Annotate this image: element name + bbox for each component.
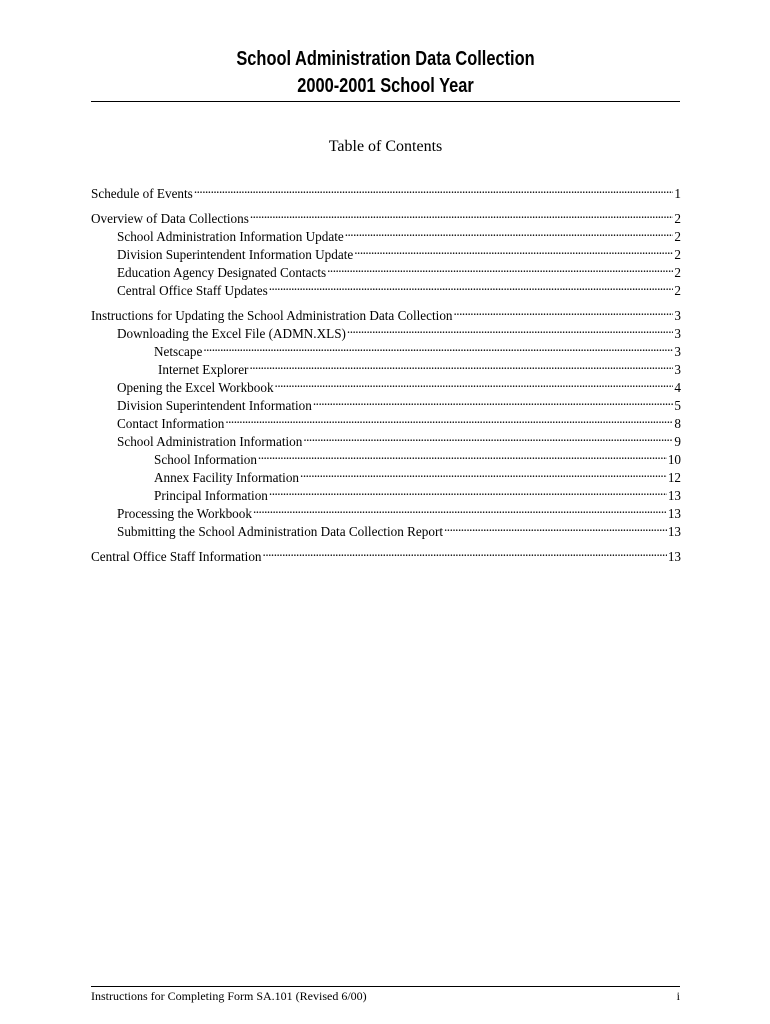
toc-page-number: 2 [674,229,681,244]
toc-entry-overview-of-data-collections[interactable] [91,205,681,226]
toc-leader-dots [345,223,674,241]
toc-entry-label: School Administration Information [117,434,303,449]
toc-entry-opening-the-excel-workbook[interactable] [117,374,681,395]
toc-entry-label: Instructions for Updating the School Administration Data Collection [91,308,453,323]
toc-leader-dots [269,482,667,500]
toc-page-number: 1 [674,186,681,201]
toc-leader-dots [313,392,674,410]
document-title: School Administration Data Collection [236,48,535,70]
toc-entry-netscape[interactable] [154,338,681,359]
toc-entry-label: Downloading the Excel File (ADMN.XLS) [117,326,346,341]
toc-leader-dots [454,302,674,320]
toc-leader-dots [225,410,673,428]
toc-page-number: 12 [667,470,681,485]
toc-page-number: 13 [667,488,681,503]
toc-entry-label: Netscape [154,344,203,359]
toc-entry-label: Education Agency Designated Contacts [117,265,327,280]
toc-leader-dots [354,241,673,259]
toc-page-number: 3 [674,326,681,341]
toc-leader-dots [347,320,673,338]
toc-entry-central-office-staff-updates[interactable] [117,277,681,298]
toc-entry-principal-information[interactable] [154,482,681,503]
toc-entry-instructions-for-updating[interactable] [91,302,681,323]
toc-entry-label: Principal Information [154,488,268,503]
toc-page-number: 10 [667,452,681,467]
toc-entry-label: School Administration Information Update [117,229,344,244]
toc-entry-label: Contact Information [117,416,225,431]
toc-entry-label: Processing the Workbook [117,506,252,521]
toc-leader-dots [253,500,667,518]
toc-page-number: 13 [667,524,681,539]
toc-leader-dots [444,518,667,536]
toc-page-number: 13 [667,549,681,564]
toc-entry-label: School Information [154,452,257,467]
toc-page-number: 2 [674,211,681,226]
document-subtitle: 2000-2001 School Year [297,75,474,97]
toc-entry-annex-facility-information[interactable] [154,464,681,485]
toc-entry-label: Overview of Data Collections [91,211,249,226]
toc-leader-dots [203,338,673,356]
toc-leader-dots [250,205,674,223]
toc-page-number: 3 [674,308,681,323]
toc-entry-school-administration-information-update[interactable] [117,223,681,244]
toc-entry-label: Opening the Excel Workbook [117,380,274,395]
toc-entry-school-administration-information[interactable] [117,428,681,449]
toc-entry-school-information[interactable] [154,446,681,467]
toc-page-number: 2 [674,265,681,280]
toc-entry-label: Schedule of Events [91,186,193,201]
toc-page-number: 9 [674,434,681,449]
toc-leader-dots [300,464,667,482]
toc-leader-dots [249,356,673,374]
toc-entry-label: Central Office Staff Information [91,549,262,564]
footer-form-reference: Instructions for Completing Form SA.101 (Revised 6/00) [91,989,367,1003]
title-divider [91,101,680,102]
toc-page-number: 3 [674,344,681,359]
toc-entry-division-superintendent-information-update[interactable] [117,241,681,262]
toc-entry-central-office-staff-information[interactable] [91,543,681,564]
toc-entry-downloading-the-excel-file[interactable] [117,320,681,341]
toc-leader-dots [269,277,674,295]
toc-entry-division-superintendent-information[interactable] [117,392,681,413]
toc-entry-education-agency-designated-contacts[interactable] [117,259,681,280]
toc-entry-label: Division Superintendent Information [117,398,312,413]
toc-page-number: 2 [674,283,681,298]
toc-page-number: 8 [674,416,681,431]
toc-page-number: 2 [674,247,681,262]
toc-leader-dots [303,428,673,446]
toc-entry-label: Internet Explorer [158,362,249,377]
toc-entry-processing-the-workbook[interactable] [117,500,681,521]
toc-entry-internet-explorer[interactable] [154,356,681,377]
footer-page-number: i [676,989,680,1003]
toc-page-number: 4 [674,380,681,395]
toc-entry-label: Central Office Staff Updates [117,283,268,298]
toc-entry-schedule-of-events[interactable] [91,180,681,201]
toc-leader-dots [194,180,674,198]
toc-entry-label: Division Superintendent Information Update [117,247,354,262]
toc-entry-contact-information[interactable] [117,410,681,431]
toc-entry-label: Submitting the School Administration Data Collection Report [117,524,443,539]
toc-entry-label: Annex Facility Information [154,470,300,485]
toc-entry-submitting-the-report[interactable] [117,518,681,539]
toc-leader-dots [263,543,667,561]
toc-page-number: 13 [667,506,681,521]
toc-page-number: 3 [674,362,681,377]
toc-leader-dots [327,259,673,277]
toc-page-number: 5 [674,398,681,413]
page-footer [91,986,680,1004]
toc-heading: Table of Contents [328,138,443,155]
toc-leader-dots [258,446,667,464]
toc-leader-dots [275,374,674,392]
